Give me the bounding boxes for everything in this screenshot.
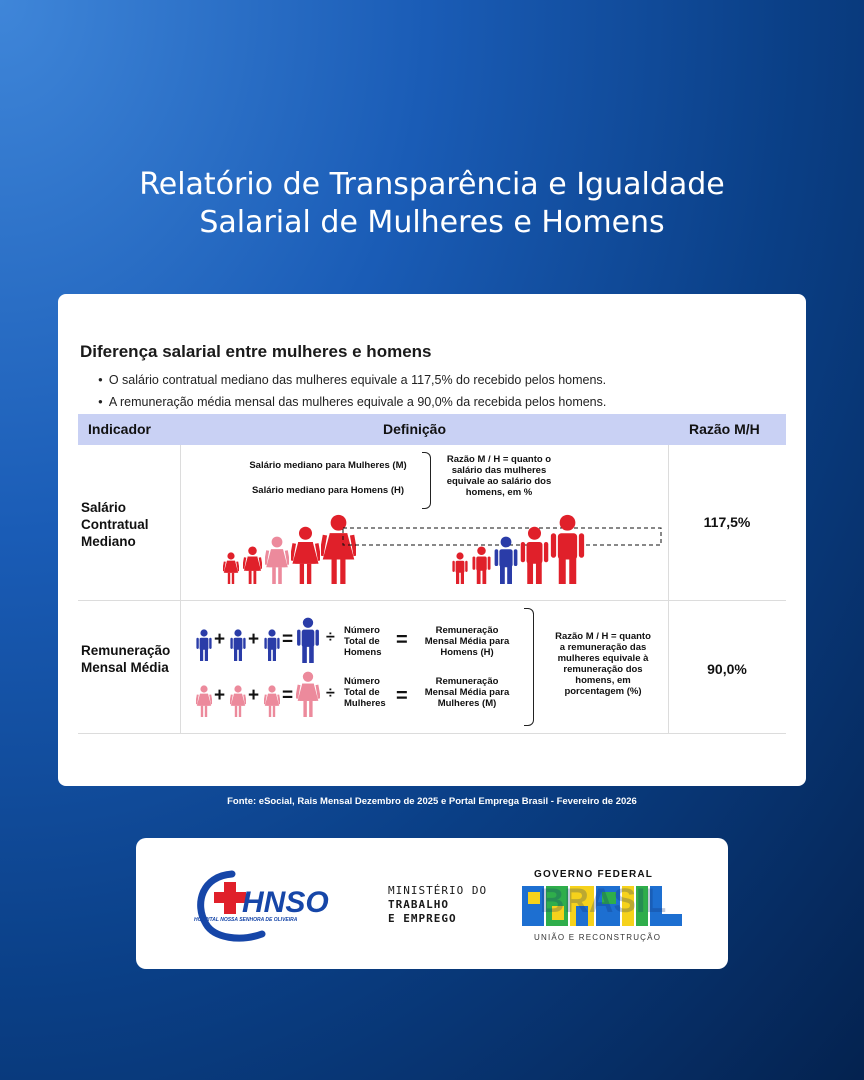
card-heading: Diferença salarial entre mulheres e homens: [80, 342, 432, 361]
man-icon: [452, 552, 467, 584]
bullet-list: [98, 370, 606, 414]
ratio-desc-line: Razão M / H = quanto o: [446, 454, 552, 465]
source-note: Fonte: eSocial, Rais Mensal Dezembro de 2025 e Portal Emprega Brasil - Fevereiro de 2026: [227, 796, 637, 807]
label-line: Total de: [344, 636, 380, 647]
ratio-desc-line: remuneração dos: [563, 664, 643, 675]
header-indicador: Indicador: [88, 421, 152, 437]
ratio-desc-line: equivale ao salário dos: [446, 476, 552, 487]
woman-icon: [295, 672, 320, 717]
title-line-2: Salarial de Mulheres e Homens: [199, 205, 665, 240]
ratio-description: [540, 631, 666, 697]
ministry-logo: [388, 884, 487, 926]
label-men-median: Salário mediano para Homens (H): [251, 485, 405, 496]
logo-bar: [136, 838, 728, 969]
man-icon: [495, 537, 518, 584]
report-card: [58, 294, 806, 786]
row-divider: [78, 600, 786, 601]
ratio-desc-line: homens, em: [575, 675, 631, 686]
woman-icon: [229, 685, 247, 717]
gov-title: GOVERNO FEDERAL: [534, 869, 654, 880]
divide-sign: ÷: [326, 685, 335, 702]
ratio-description: [434, 454, 564, 498]
plus-sign: +: [214, 629, 226, 650]
label-line: Remuneração: [435, 676, 499, 687]
woman-icon: [195, 685, 213, 717]
equals-sign: =: [282, 685, 294, 706]
header-razao: Razão M/H: [689, 421, 760, 437]
woman-icon: [289, 527, 321, 584]
indicator-line: Contratual: [81, 517, 149, 532]
label-line: Número: [344, 625, 380, 636]
ministry-line: TRABALHO: [388, 898, 449, 911]
hnso-subtitle: HOSPITAL NOSSA SENHORA DE OLIVEIRA: [194, 917, 298, 923]
hnso-logo: [192, 864, 362, 944]
label-line: Homens: [344, 647, 382, 658]
divide-sign: ÷: [326, 629, 335, 646]
man-icon: [230, 629, 245, 661]
label-line: Mensal Média para: [424, 636, 510, 647]
label-line: Total de: [344, 687, 380, 698]
indicator-remuneracao-media: [81, 642, 170, 676]
ministry-line: E EMPREGO: [388, 912, 457, 925]
title-line-1: Relatório de Transparência e Igualdade: [139, 167, 725, 202]
brasil-logo: [520, 882, 686, 930]
man-icon: [472, 546, 490, 584]
label-line: Remuneração: [435, 625, 499, 636]
table-header: [78, 414, 786, 445]
indicator-salario-contratual: [81, 499, 149, 550]
median-figures-illustration: [223, 512, 653, 584]
indicator-line: Mensal Média: [81, 660, 169, 675]
result-men-label: [412, 625, 522, 658]
men-total-label: [344, 625, 404, 658]
woman-icon: [319, 515, 358, 584]
ratio-value-remuneracao: 90,0%: [707, 661, 747, 677]
label-line: Homens (H): [440, 647, 494, 658]
bullet-item: ● A remuneração média mensal das mulheres equivale a 90,0% da recebida pelos homens.: [98, 392, 606, 414]
brace: [524, 608, 534, 726]
label-line: Número: [344, 676, 380, 687]
man-icon: [196, 629, 211, 661]
indicator-line: Mediano: [81, 534, 136, 549]
bullet-item: ● O salário contratual mediano das mulheres equivale a 117,5% do recebido pelos homens.: [98, 370, 606, 392]
ministry-line: MINISTÉRIO DO: [388, 884, 488, 897]
row-divider: [78, 733, 786, 734]
label-line: Mensal Média para: [424, 687, 510, 698]
ratio-desc-line: a remuneração das: [559, 642, 647, 653]
page-title: [0, 166, 864, 242]
indicator-line: Salário: [81, 500, 127, 515]
indicator-line: Remuneração: [81, 643, 171, 658]
brace: [422, 452, 431, 509]
ratio-desc-line: homens, em %: [465, 487, 533, 498]
man-icon: [264, 629, 279, 661]
plus-sign: +: [214, 685, 226, 706]
man-icon: [297, 618, 319, 663]
plus-sign: +: [248, 685, 260, 706]
equals-sign: =: [396, 685, 408, 707]
ratio-desc-line: mulheres equivale à: [557, 653, 649, 664]
hnso-wordmark: HNSO: [242, 886, 329, 919]
ratio-desc-line: Razão M / H = quanto: [555, 631, 651, 642]
woman-icon: [263, 685, 281, 717]
plus-sign: +: [248, 629, 260, 650]
man-icon: [551, 515, 584, 584]
ratio-desc-line: salário das mulheres: [451, 465, 547, 476]
women-total-label: [344, 676, 404, 709]
label-line: Mulheres: [344, 698, 386, 709]
header-definicao: Definição: [383, 421, 447, 437]
brasil-wordmark: BRASIL: [539, 882, 667, 920]
woman-icon: [264, 537, 291, 584]
column-divider: [180, 445, 181, 734]
equals-sign: =: [396, 629, 408, 651]
woman-icon: [242, 546, 263, 584]
label-line: Mulheres (M): [437, 698, 497, 709]
salary-table: [78, 414, 786, 734]
gov-subtitle: UNIÃO E RECONSTRUÇÃO: [534, 933, 662, 942]
man-icon: [521, 527, 549, 584]
ratio-value-salario: 117,5%: [703, 514, 751, 530]
result-women-label: [412, 676, 522, 709]
label-women-median: Salário mediano para Mulheres (M): [249, 460, 407, 471]
ratio-desc-line: porcentagem (%): [564, 686, 642, 697]
column-divider: [668, 445, 669, 734]
equals-sign: =: [282, 629, 294, 650]
woman-icon: [222, 552, 240, 584]
